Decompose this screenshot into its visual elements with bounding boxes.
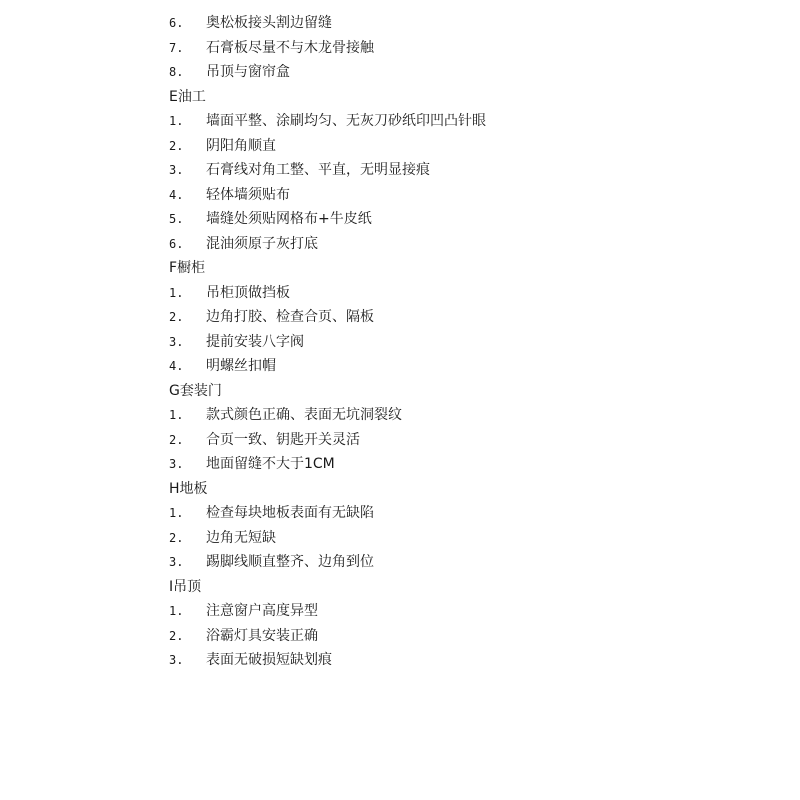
section-heading: F橱柜: [169, 260, 206, 276]
list-item-number: 1.: [169, 506, 184, 520]
list-item-number: 3.: [169, 163, 184, 177]
list-item-number: 4.: [169, 359, 184, 373]
list-item-number: 2.: [169, 432, 184, 447]
list-item-text: 奥松板接头割边留缝: [206, 15, 332, 31]
list-item: [169, 648, 769, 673]
section-heading: I吊顶: [169, 578, 202, 595]
list-item-number: 6.: [169, 16, 184, 30]
list-item: [169, 60, 769, 85]
list-item-number: 2.: [169, 530, 184, 545]
list-item-text: 浴霸灯具安装正确: [206, 627, 318, 644]
list-item-text: 检查每块地板表面有无缺陷: [206, 505, 374, 521]
section-heading: E油工: [169, 88, 206, 105]
list-item-text: 提前安装八字阀: [206, 333, 304, 350]
list-item-number: 1.: [169, 408, 184, 422]
list-item-text: 轻体墙须贴布: [206, 186, 290, 203]
list-item-text: 石膏板尽量不与木龙骨接触: [206, 39, 374, 56]
list-item-number: 1.: [169, 604, 184, 618]
list-item: [169, 354, 769, 379]
list-item-text: 表面无破损短缺划痕: [206, 652, 332, 668]
list-item: [169, 624, 769, 649]
list-item-text: 注意窗户高度异型: [206, 603, 318, 619]
list-item-text: 合页一致、钥匙开关灵活: [206, 431, 360, 448]
list-item: [169, 183, 769, 208]
list-item-text: 混油须原子灰打底: [206, 235, 318, 252]
list-item-number: 2.: [169, 310, 184, 324]
list-item-number: 7.: [169, 40, 184, 55]
list-item: [169, 207, 769, 232]
list-item-number: 6.: [169, 236, 184, 251]
list-item: [169, 403, 769, 428]
list-item: [169, 11, 769, 36]
list-item: [169, 452, 769, 477]
list-item: [169, 281, 769, 306]
list-item-number: 1.: [169, 285, 184, 300]
list-item-number: 2.: [169, 628, 184, 643]
list-item-number: 8.: [169, 65, 184, 79]
list-item-number: 3.: [169, 334, 184, 349]
list-item: [169, 232, 769, 257]
list-item: [169, 428, 769, 453]
section-heading: G套装门: [169, 382, 222, 399]
list-item: [169, 330, 769, 355]
list-item-number: 3.: [169, 555, 184, 569]
section-heading: H地板: [169, 480, 208, 497]
list-item-number: 2.: [169, 138, 184, 153]
list-item: [169, 158, 769, 183]
list-item-number: 5.: [169, 212, 184, 226]
list-item-text: 边角无短缺: [206, 529, 276, 546]
document-body: [169, 11, 769, 673]
list-item: [169, 109, 769, 134]
list-item-text: 踢脚线顺直整齐、边角到位: [206, 554, 374, 570]
list-item-number: 4.: [169, 187, 184, 202]
list-item: [169, 526, 769, 551]
list-item-number: 1.: [169, 114, 184, 128]
list-item-text: 吊柜顶做挡板: [206, 284, 290, 301]
list-item-text: 阴阳角顺直: [206, 137, 276, 154]
list-item-text: 墙面平整、涂刷均匀、无灰刀砂纸印凹凸针眼: [206, 113, 486, 129]
list-item-text: 地面留缝不大于1CM: [206, 456, 335, 472]
list-item: [169, 134, 769, 159]
list-item: [169, 305, 769, 330]
list-item-number: 3.: [169, 457, 184, 471]
list-item: [169, 550, 769, 575]
list-item-text: 明螺丝扣帽: [206, 358, 276, 374]
list-item-text: 边角打胶、检查合页、隔板: [206, 309, 374, 325]
list-item-text: 墙缝处须贴网格布+牛皮纸: [206, 211, 372, 227]
list-item: [169, 36, 769, 61]
list-item-number: 3.: [169, 653, 184, 667]
list-item-text: 款式颜色正确、表面无坑洞裂纹: [206, 407, 402, 423]
list-item-text: 石膏线对角工整、平直，无明显接痕: [206, 162, 430, 178]
list-item: [169, 501, 769, 526]
list-item: [169, 599, 769, 624]
list-item-text: 吊顶与窗帘盒: [206, 64, 290, 80]
